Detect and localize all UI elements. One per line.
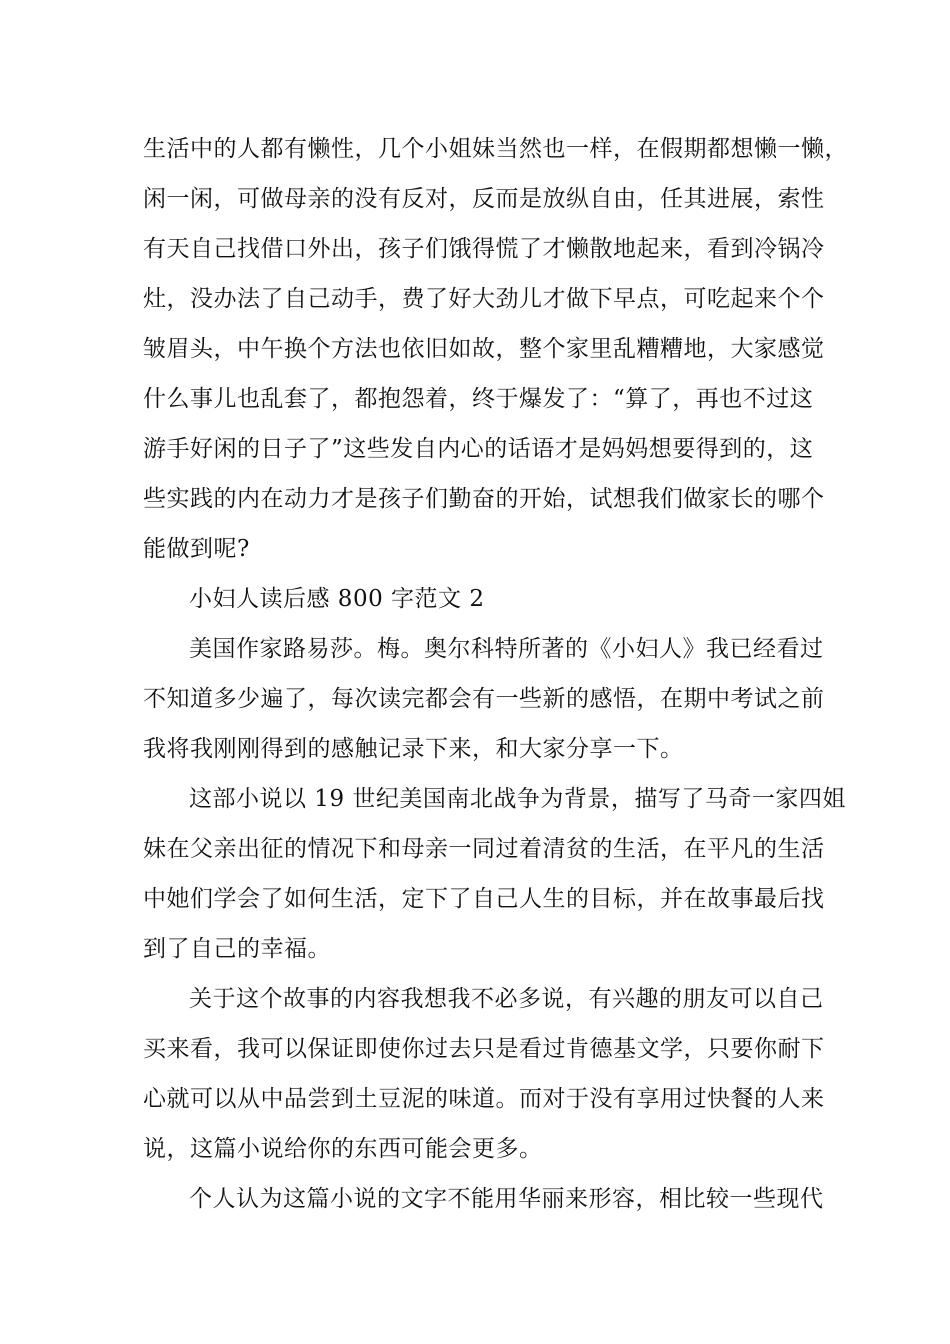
section-heading	[143, 574, 811, 624]
text-line: 游手好闲的日子了”这些发自内心的话语才是妈妈想要得到的，这	[143, 436, 814, 462]
text-line: 有天自己找借口外出，孩子们饿得慌了才懒散地起来，看到冷锅冷	[143, 236, 825, 262]
text-line: 生活中的人都有懒性，几个小姐妹当然也一样，在假期都想懒一懒，	[143, 136, 848, 162]
document-body	[143, 124, 848, 1224]
text-line: 关于这个故事的内容我想我不必多说，有兴趣的朋友可以自己	[189, 986, 824, 1012]
text-line: 皱眉头，中午换个方法也依旧如故，整个家里乱糟糟地，大家感觉	[143, 336, 825, 362]
heading-text: 小妇人读后感 800 字范文 2	[189, 586, 485, 612]
paragraph-recommendation	[143, 974, 825, 1174]
text-line: 我将我刚刚得到的感触记录下来，和大家分享一下。	[143, 736, 684, 762]
paragraph-writing-style	[143, 1174, 824, 1224]
text-line: 灶，没办法了自己动手，费了好大劲儿才做下早点，可吃起来个个	[143, 286, 825, 312]
text-line: 不知道多少遍了，每次读完都会有一些新的感悟，在期中考试之前	[143, 686, 825, 712]
text-line: 妹在父亲出征的情况下和母亲一同过着清贫的生活，在平凡的生活	[143, 836, 825, 862]
text-line: 个人认为这篇小说的文字不能用华丽来形容，相比较一些现代	[189, 1186, 824, 1212]
text-line: 美国作家路易莎。梅。奥尔科特所著的《小妇人》我已经看过	[189, 636, 824, 662]
text-line: 这部小说以 19 世纪美国南北战争为背景，描写了马奇一家四姐	[189, 786, 846, 812]
text-line: 什么事儿也乱套了，都抱怨着，终于爆发了：“算了，再也不过这	[143, 386, 814, 412]
text-line: 闲一闲，可做母亲的没有反对，反而是放纵自由，任其进展，索性	[143, 186, 825, 212]
paragraph-lazy-holiday	[143, 124, 848, 574]
text-line: 心就可以从中品尝到土豆泥的味道。而对于没有享用过快餐的人来	[143, 1086, 825, 1112]
text-line: 说，这篇小说给你的东西可能会更多。	[143, 1136, 543, 1162]
text-line: 到了自己的幸福。	[143, 936, 331, 962]
text-line: 能做到呢?	[143, 536, 250, 562]
text-line: 买来看，我可以保证即使你过去只是看过肯德基文学，只要你耐下	[143, 1036, 825, 1062]
text-line: 些实践的内在动力才是孩子们勤奋的开始，试想我们做家长的哪个	[143, 486, 825, 512]
text-line: 中她们学会了如何生活，定下了自己人生的目标，并在故事最后找	[143, 886, 825, 912]
paragraph-story-background	[143, 774, 846, 974]
paragraph-author-intro	[143, 624, 825, 774]
